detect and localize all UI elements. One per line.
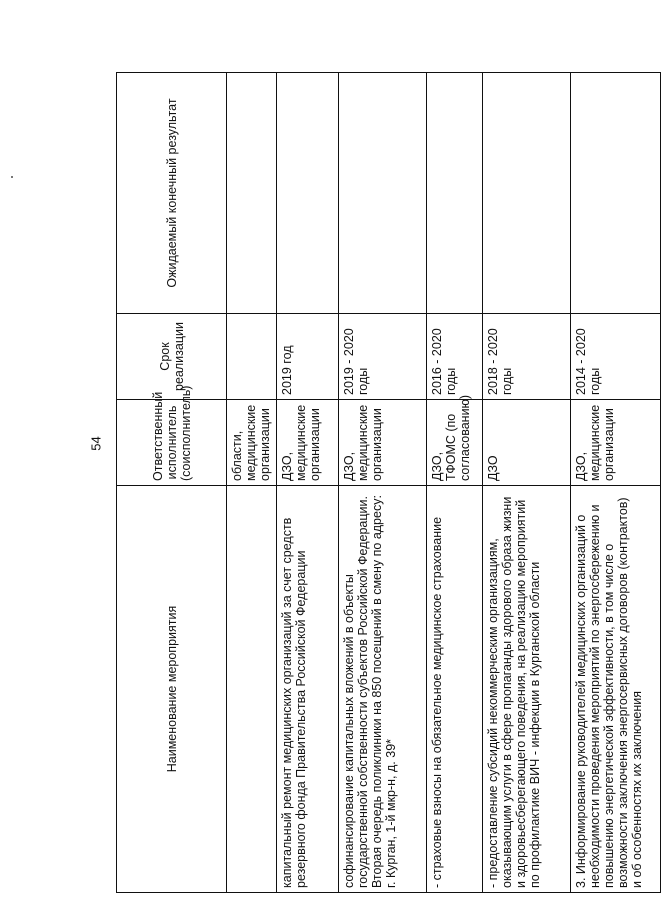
header-executor: Ответственный исполнитель (соисполнитель) xyxy=(117,400,227,486)
cell-name xyxy=(227,486,277,893)
cell-executor: ДЗО, медицинские организации xyxy=(571,400,661,486)
cell-name: - предоставление субсидий некоммерческим организациям, оказывающим услуги в сфере пропаганды здорового образа жизни и здоровьесберегающего поведения, на реализацию мероприятий по профилактике ВИЧ - инфекции в Курганской области xyxy=(483,486,571,893)
page-number: 54 xyxy=(88,436,104,451)
cell-name: софинансирование капитальных вложений в объекты государственной собственности субъектов Российской Федерации. Вторая очередь поликлиники на 850 посещений в смену по адресу: г. Курган, 1-й мкр-н, д. 39* xyxy=(339,486,427,893)
cell-term xyxy=(227,314,277,400)
cell-result xyxy=(227,73,277,314)
table-row xyxy=(483,73,571,893)
table-header-row xyxy=(117,73,227,893)
cell-executor: ДЗО, медицинские организации xyxy=(339,400,427,486)
cell-executor: ДЗО xyxy=(483,400,571,486)
cell-result xyxy=(339,73,427,314)
cell-term: 2019 - 2020 годы xyxy=(339,314,427,400)
table-row xyxy=(227,73,277,893)
table-row xyxy=(427,73,483,893)
rotated-table-container xyxy=(116,73,644,893)
cell-term: 2018 - 2020 годы xyxy=(483,314,571,400)
measures-table xyxy=(116,72,661,893)
header-term: Срок реализации xyxy=(117,314,227,400)
cell-name: 3. Информирование руководителей медицинских организаций о необходимости проведения мероприятий по энергосбережению и повышению энергетической эффективности, в том числе о возможности заключения энергосервисных договоров (контрактов) и об особенностях их заключения xyxy=(571,486,661,893)
cell-result xyxy=(427,73,483,314)
cell-executor: области, медицинские организации xyxy=(227,400,277,486)
cell-term: 2016 - 2020 годы xyxy=(427,314,483,400)
table-row xyxy=(571,73,661,893)
cell-name: капитальный ремонт медицинских организаций за счет средств резервного фонда Правительства Российской Федерации xyxy=(277,486,339,893)
table-row xyxy=(339,73,427,893)
cell-result xyxy=(571,73,661,314)
table-row xyxy=(277,73,339,893)
cell-executor: ДЗО, медицинские организации xyxy=(277,400,339,486)
cell-result xyxy=(483,73,571,314)
cell-executor: ДЗО, ТФОМС (по согласованию) xyxy=(427,400,483,486)
header-name: Наименование мероприятия xyxy=(117,486,227,893)
cell-term: 2019 год xyxy=(277,314,339,400)
cell-result xyxy=(277,73,339,314)
scan-speck xyxy=(11,176,13,178)
cell-term: 2014 - 2020 годы xyxy=(571,314,661,400)
cell-name: - страховые взносы на обязательное медицинское страхование xyxy=(427,486,483,893)
header-result: Ожидаемый конечный результат xyxy=(117,73,227,314)
